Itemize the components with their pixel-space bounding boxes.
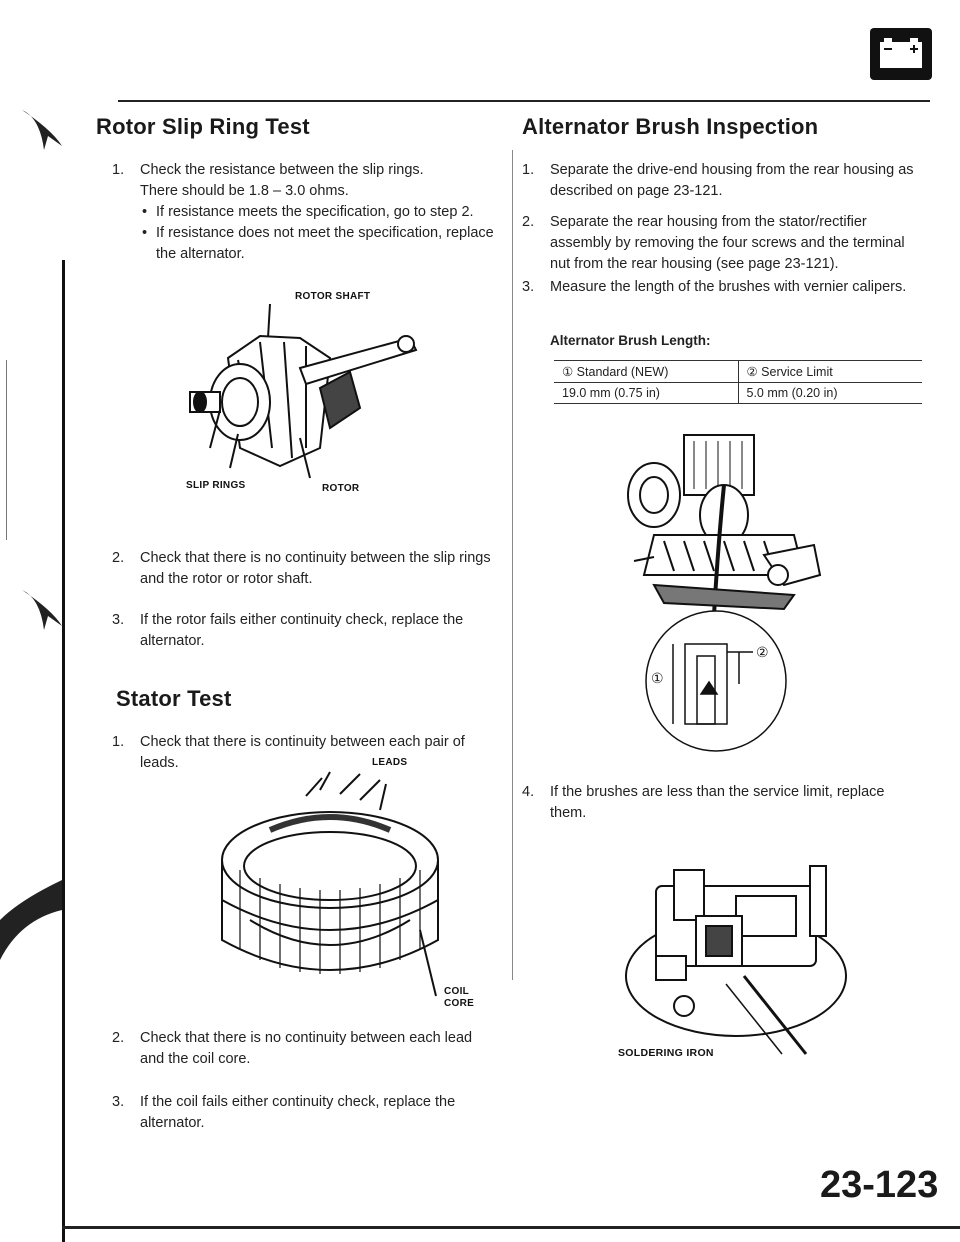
brush-step-4 (522, 782, 922, 824)
table-header: ② Service Limit (746, 365, 833, 379)
rotor-label: ROTOR (322, 483, 360, 494)
brush-step-2 (522, 212, 922, 275)
binding-line-left (6, 360, 7, 540)
step-text: Separate the rear housing from the stator/rectifier assembly by removing the four screws and the terminal nut from the rear housing (see page 23-121). (550, 214, 905, 272)
binding-arc-bottom (0, 880, 64, 960)
step-text: Check that there is continuity between each pair of leads. (140, 734, 465, 771)
step-text: If the coil fails either continuity check, replace the alternator. (140, 1094, 456, 1131)
footer-rule (62, 1226, 960, 1229)
page-number: 23-123 (820, 1164, 939, 1206)
step-text: Check that there is no continuity between the slip rings and the rotor or rotor shaft. (140, 550, 491, 587)
slip-rings-label: SLIP RINGS (186, 480, 246, 491)
rotor-shaft-label: ROTOR SHAFT (295, 291, 371, 302)
rotor-step-1 (112, 160, 500, 265)
step-text: Check that there is no continuity between each lead and the coil core. (140, 1030, 473, 1067)
core-label: CORE (444, 998, 475, 1009)
step-number: 3. (522, 279, 535, 295)
step-number: 2. (112, 1030, 125, 1046)
detail-mark-1: ① (651, 670, 664, 686)
brush-inspection-title: Alternator Brush Inspection (522, 114, 819, 139)
step-text: If the rotor fails either continuity check, replace the alternator. (140, 612, 464, 649)
column-divider (512, 150, 513, 980)
brush-holder-illustration (614, 425, 834, 615)
table-row (554, 383, 922, 404)
step-text: Measure the length of the brushes with vernier calipers. (550, 279, 907, 295)
spec-heading: Alternator Brush Length: (550, 333, 711, 348)
binding-arrow-top (22, 110, 62, 154)
rotor-step-3 (112, 610, 500, 652)
stator-step-1 (112, 732, 500, 774)
table-header: ① Standard (NEW) (554, 361, 738, 383)
step-number: 1. (522, 162, 535, 178)
stator-step-2 (112, 1028, 500, 1070)
battery-section-icon (870, 28, 932, 80)
brush-detail-circle (643, 608, 789, 754)
step-number: 1. (112, 734, 125, 750)
step-number: 2. (112, 550, 125, 566)
step-number: 4. (522, 784, 535, 800)
soldering-illustration (596, 856, 856, 1056)
step-text: Separate the drive-end housing from the rear housing as described on page 23-121. (550, 162, 914, 199)
step-number: 2. (522, 214, 535, 230)
stator-test-title: Stator Test (116, 686, 232, 711)
step-number: 1. (112, 162, 125, 178)
rotor-step-2 (112, 548, 500, 590)
stator-step-3 (112, 1092, 500, 1134)
bullet-item: • If resistance meets the specification, go to step 2. (140, 202, 500, 223)
binding-arrow-mid (22, 590, 62, 634)
rotor-test-title: Rotor Slip Ring Test (96, 114, 310, 139)
brush-step-1 (522, 160, 922, 202)
bullet-item: • If resistance does not meet the specification, replace the alternator. (140, 223, 500, 265)
rotor-illustration (180, 298, 440, 488)
detail-mark-2: ② (756, 644, 769, 660)
step-text: There should be 1.8 – 3.0 ohms. (140, 183, 349, 199)
table-cell: 19.0 mm (0.75 in) (554, 383, 738, 404)
binding-bar (62, 260, 65, 1242)
brush-length-table (554, 360, 922, 404)
stator-illustration (210, 770, 450, 1010)
soldering-iron-label: SOLDERING IRON (618, 1047, 714, 1059)
header-rule (118, 100, 930, 102)
coil-label: COIL (444, 986, 470, 997)
step-number: 3. (112, 612, 125, 628)
step-text: If the brushes are less than the service limit, replace them. (550, 784, 885, 821)
table-row (554, 361, 922, 383)
table-cell: 5.0 mm (0.20 in) (746, 386, 838, 400)
leads-label: LEADS (372, 757, 408, 768)
brush-step-3 (522, 277, 922, 298)
step-text: Check the resistance between the slip rings. (140, 162, 424, 178)
step-number: 3. (112, 1094, 125, 1110)
